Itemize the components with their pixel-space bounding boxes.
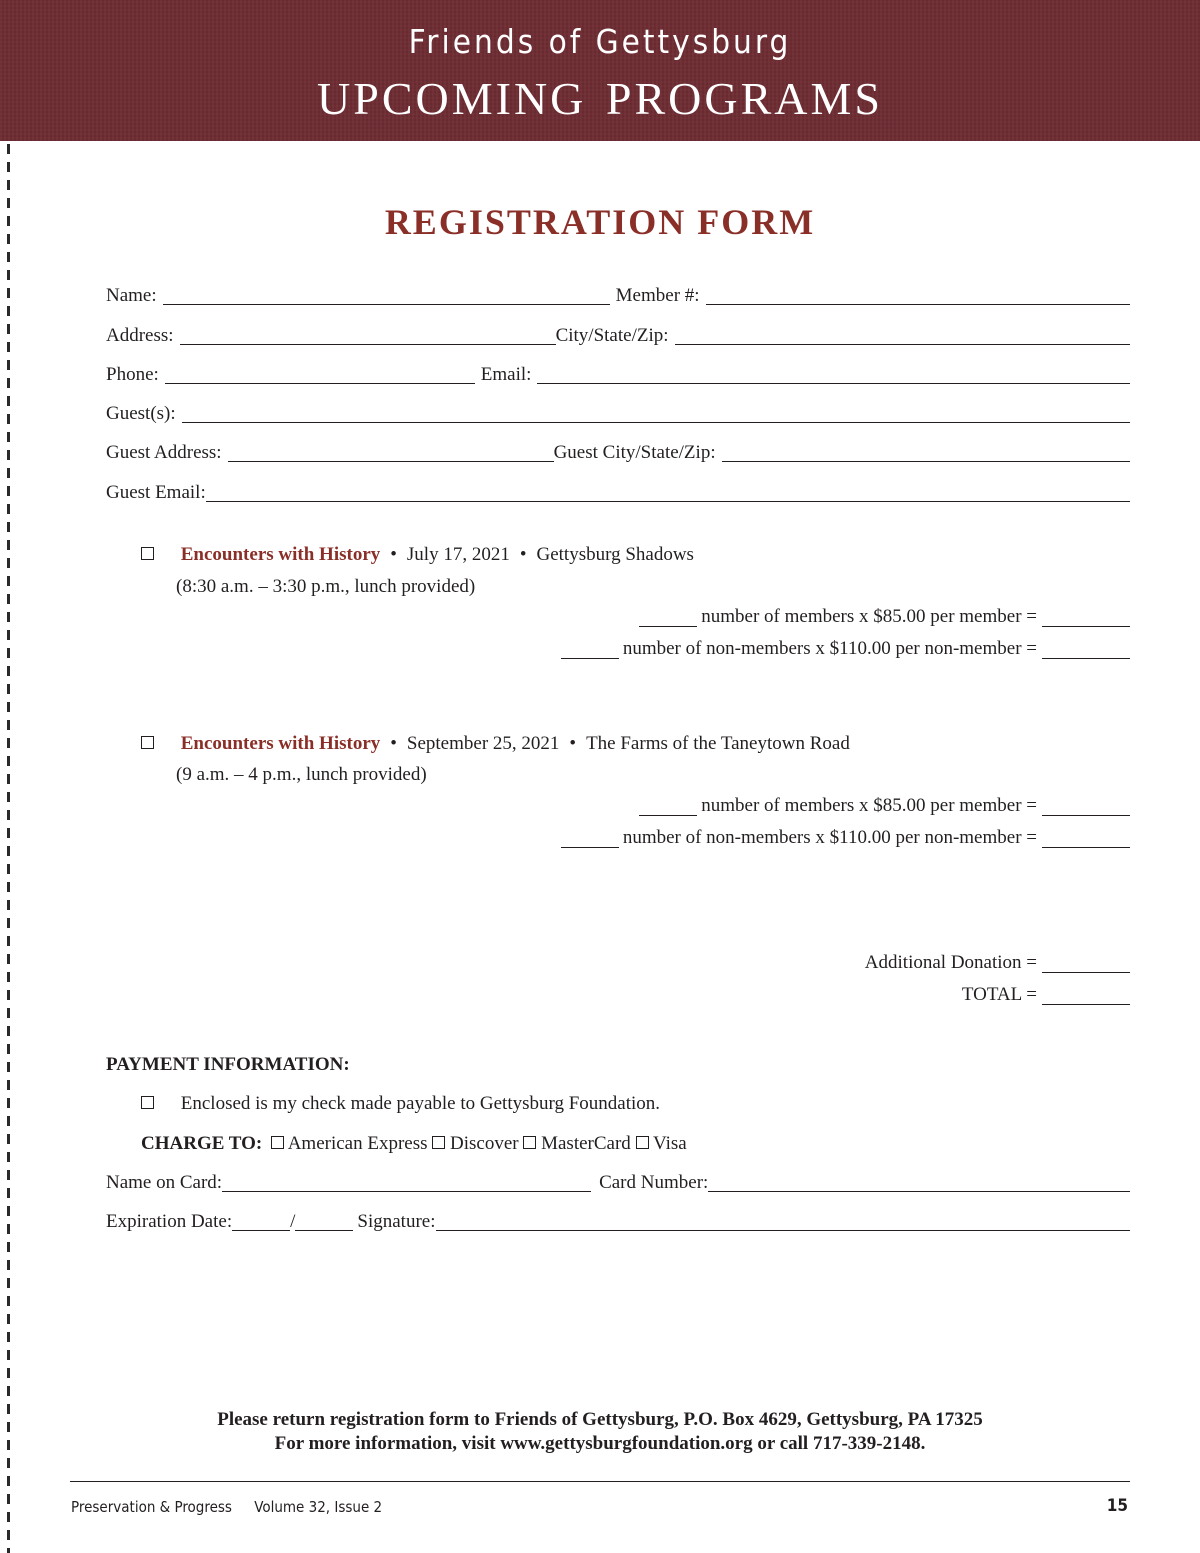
program-2-nonmember-calc: [561, 826, 1130, 850]
amex-label: American Express: [287, 1133, 428, 1154]
program-2-date: September 25, 2021: [406, 733, 560, 754]
program-1-date: July 17, 2021: [406, 544, 510, 565]
program-2-member-amount-field[interactable]: [1042, 797, 1130, 816]
bullet-icon: •: [390, 544, 397, 565]
member-label: Member #:: [615, 285, 700, 306]
city-label: City/State/Zip:: [555, 325, 669, 346]
info-note: For more information, visit www.gettysburgfoundation.org or call 717-339-2148.: [274, 1433, 926, 1454]
guest-city-field[interactable]: [722, 443, 1130, 462]
program-1-nonmember-label: number of non-members x $110.00 per non-member =: [622, 638, 1037, 659]
expiration-label: Expiration Date:: [106, 1211, 233, 1232]
city-field[interactable]: [675, 326, 1130, 345]
guest-email-row: [106, 479, 1130, 505]
program-1-location: Gettysburg Shadows: [536, 544, 694, 565]
program-1-nonmember-calc: [561, 637, 1130, 661]
program-1-checkbox[interactable]: [141, 547, 154, 560]
signature-field[interactable]: [436, 1212, 1131, 1231]
folio: [71, 1497, 382, 1517]
program-1-time: (8:30 a.m. – 3:30 p.m., lunch provided): [176, 576, 476, 597]
guest-address-field[interactable]: [228, 443, 554, 462]
program-1-member-calc: [639, 605, 1130, 629]
program-1-header: [141, 543, 694, 567]
program-2-member-calc: [639, 794, 1130, 818]
member-field[interactable]: [706, 286, 1130, 305]
discover-checkbox[interactable]: [432, 1136, 445, 1149]
address-label: Address:: [106, 325, 174, 346]
program-2-member-label: number of members x $85.00 per member =: [701, 795, 1037, 816]
check-label: Enclosed is my check made payable to Gettysburg Foundation.: [180, 1093, 661, 1114]
name-member-row: [106, 282, 1130, 308]
footer-note: [0, 1408, 1200, 1456]
guest-address-label: Guest Address:: [106, 442, 222, 463]
program-2-header: [141, 732, 850, 756]
name-field[interactable]: [163, 286, 610, 305]
expiration-signature-row: [106, 1208, 1130, 1234]
return-note: Please return registration form to Friends of Gettysburg, P.O. Box 4629, Gettysburg, PA 17325: [217, 1409, 983, 1430]
card-number-label: Card Number:: [599, 1172, 709, 1193]
total-field[interactable]: [1042, 986, 1130, 1005]
signature-label: Signature:: [357, 1211, 436, 1232]
email-label: Email:: [480, 364, 532, 385]
total-row: [962, 983, 1130, 1007]
guest-email-field[interactable]: [206, 483, 1130, 502]
expiration-slash: /: [290, 1211, 296, 1232]
program-2-nonmember-label: number of non-members x $110.00 per non-member =: [622, 827, 1037, 848]
donation-label: Additional Donation =: [864, 952, 1037, 973]
mastercard-label: MasterCard: [541, 1133, 631, 1154]
guest-email-label: Guest Email:: [106, 482, 206, 503]
phone-label: Phone:: [106, 364, 159, 385]
guest-city-label: Guest City/State/Zip:: [553, 442, 716, 463]
bullet-icon: •: [519, 544, 527, 565]
header-subtitle: Friends of Gettysburg: [408, 22, 792, 61]
name-on-card-field[interactable]: [222, 1173, 591, 1192]
program-2-title: Encounters with History: [180, 733, 381, 754]
program-1-title: Encounters with History: [180, 544, 381, 565]
check-option: [141, 1092, 660, 1116]
page-number: 15: [1106, 1496, 1128, 1516]
footer-divider: [70, 1481, 1130, 1482]
volume-issue: Volume 32, Issue 2: [254, 1498, 383, 1516]
guests-field[interactable]: [182, 404, 1130, 423]
program-1-nonmember-count-field[interactable]: [561, 640, 619, 659]
visa-label: Visa: [652, 1133, 687, 1154]
guests-label: Guest(s):: [106, 403, 176, 424]
address-row: [106, 322, 1130, 348]
program-1-nonmember-amount-field[interactable]: [1042, 640, 1130, 659]
program-1-member-amount-field[interactable]: [1042, 608, 1130, 627]
address-field[interactable]: [180, 326, 556, 345]
program-2-time: (9 a.m. – 4 p.m., lunch provided): [176, 764, 427, 785]
program-1-member-label: number of members x $85.00 per member =: [701, 606, 1037, 627]
guests-row: [106, 400, 1130, 426]
discover-label: Discover: [450, 1133, 519, 1154]
name-on-card-label: Name on Card:: [106, 1172, 223, 1193]
card-row: [106, 1169, 1130, 1195]
form-title: REGISTRATION FORM: [384, 202, 816, 242]
expiration-year-field[interactable]: [295, 1212, 353, 1231]
total-label: TOTAL =: [961, 984, 1037, 1005]
charge-label: CHARGE TO:: [141, 1133, 263, 1154]
phone-field[interactable]: [165, 365, 475, 384]
mastercard-checkbox[interactable]: [523, 1136, 536, 1149]
publication-name: Preservation & Progress: [71, 1498, 232, 1516]
card-number-field[interactable]: [708, 1173, 1130, 1192]
program-2-nonmember-amount-field[interactable]: [1042, 829, 1130, 848]
charge-row: [141, 1132, 687, 1156]
header-banner: [0, 0, 1200, 141]
bullet-icon: •: [390, 733, 397, 754]
program-2-location: The Farms of the Taneytown Road: [586, 733, 850, 754]
program-1-member-count-field[interactable]: [639, 608, 697, 627]
program-2-member-count-field[interactable]: [639, 797, 697, 816]
bullet-icon: •: [569, 733, 577, 754]
payment-heading: PAYMENT INFORMATION:: [106, 1054, 350, 1075]
visa-checkbox[interactable]: [636, 1136, 649, 1149]
phone-email-row: [106, 361, 1130, 387]
amex-checkbox[interactable]: [271, 1136, 284, 1149]
email-field[interactable]: [537, 365, 1130, 384]
expiration-month-field[interactable]: [232, 1212, 290, 1231]
guest-address-row: [106, 439, 1130, 465]
donation-row: [865, 951, 1130, 975]
program-2-nonmember-count-field[interactable]: [561, 829, 619, 848]
donation-field[interactable]: [1042, 954, 1130, 973]
program-2-checkbox[interactable]: [141, 736, 154, 749]
name-label: Name:: [106, 285, 157, 306]
header-title: upcoming programs: [317, 56, 883, 129]
check-checkbox[interactable]: [141, 1096, 154, 1109]
